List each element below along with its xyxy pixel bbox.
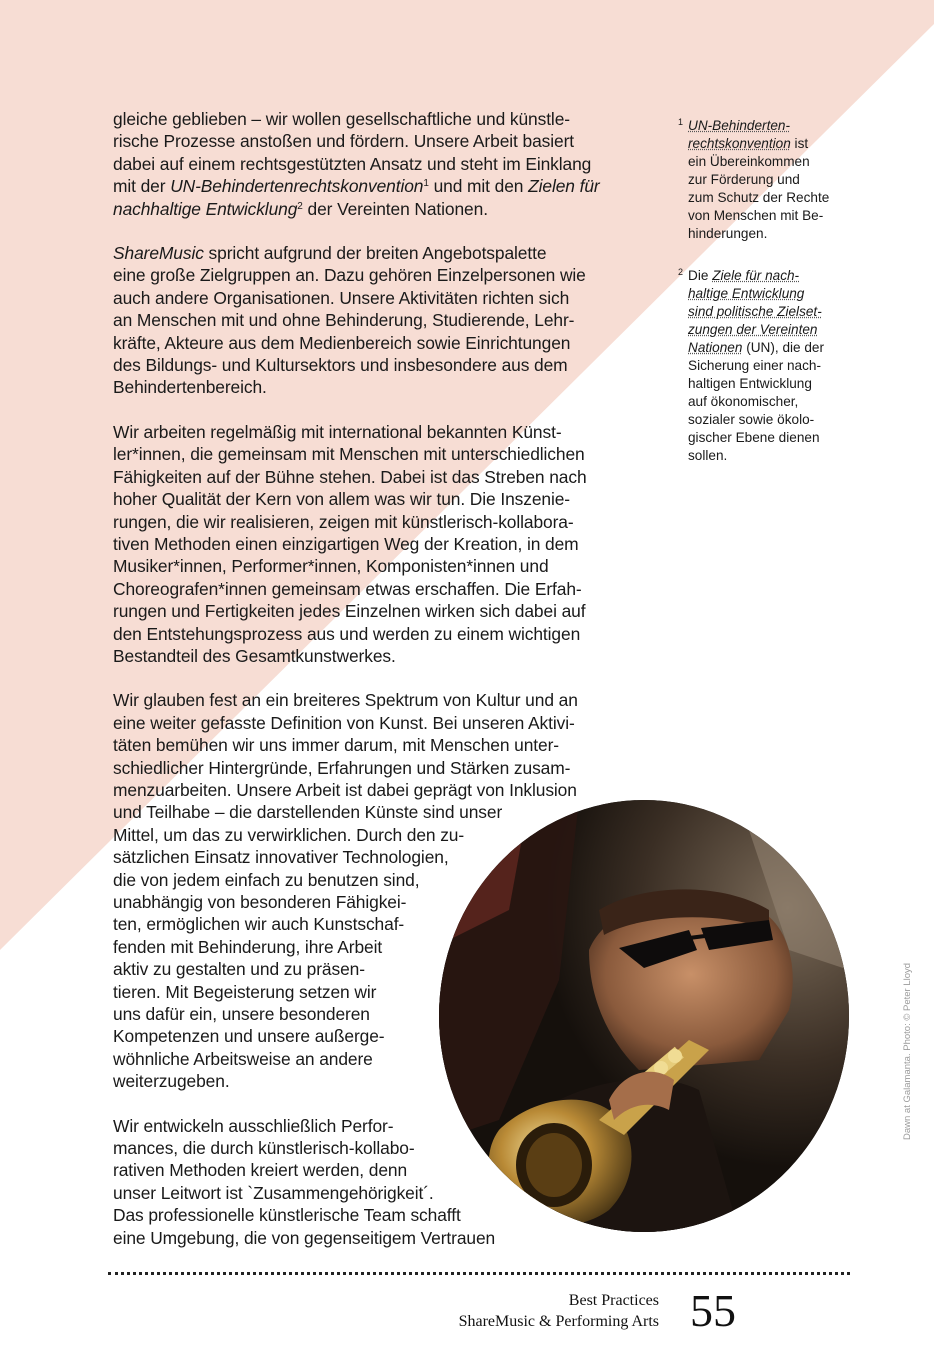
text-line: hoher Qualität der Kern von allem was wir tun. Die Inszenie- xyxy=(113,489,571,510)
text-line: menzuarbeiten. Unsere Arbeit ist dabei geprägt von Inklusion xyxy=(113,779,577,800)
un-convention-term: UN-Behindertenrechtskonvention xyxy=(170,176,424,197)
footer-publication-title: ShareMusic & Performing Arts xyxy=(458,1313,659,1330)
footer-dotted-rule xyxy=(108,1272,850,1275)
footnote-line xyxy=(678,303,858,321)
text-line: Wir entwickeln ausschließlich Perfor- xyxy=(113,1115,394,1136)
text-line: tiven Methoden einen einzigartigen Weg der Kreation, in dem xyxy=(113,533,579,554)
text-line: Musiker*innen, Performer*innen, Komponisten*innen und xyxy=(113,556,549,577)
sharemusic-term: ShareMusic xyxy=(113,243,204,264)
footnote-link-term[interactable]: Ziele für nach- xyxy=(712,268,800,283)
footnote-ref-2: 2 xyxy=(297,200,303,212)
paragraph-1 xyxy=(113,108,658,220)
footnotes-sidebar xyxy=(678,113,858,485)
text-line: sätzlichen Einsatz innovativer Technologien, xyxy=(113,847,449,868)
text-line: tieren. Mit Begeisterung setzen wir xyxy=(113,981,377,1002)
photo-credit xyxy=(902,940,916,1140)
footnote-link-term[interactable]: UN-Behinderten- xyxy=(688,118,790,133)
text-line: die von jedem einfach zu benutzen sind, xyxy=(113,869,420,890)
footnote-1 xyxy=(678,113,858,243)
footnote-link-term[interactable]: sind politische Zielset- xyxy=(688,304,822,319)
text-line: kräfte, Akteure aus dem Medienbereich sowie Einrichtungen xyxy=(113,332,571,353)
text-line: aktiv zu gestalten und zu präsen- xyxy=(113,959,365,980)
footnote-line xyxy=(678,135,858,153)
sdg-term: Zielen für xyxy=(528,176,600,197)
text-line: Wir glauben fest an ein breiteres Spektrum von Kultur und an xyxy=(113,690,578,711)
text-line xyxy=(113,198,658,220)
footnote-number: 1 xyxy=(678,117,684,127)
text-line: eine Umgebung, die von gegenseitigem Vertrauen xyxy=(113,1227,496,1248)
text-line: gleiche geblieben – wir wollen gesellschaftliche und künstle- xyxy=(113,109,570,129)
paragraph-2 xyxy=(113,242,658,399)
footnote-ref-1: 1 xyxy=(423,178,429,190)
footnote-line xyxy=(678,285,858,303)
text-line: rungen, die wir realisieren, zeigen mit künstlerisch-kollabora- xyxy=(113,511,574,532)
footnote-link-term[interactable]: Nationen xyxy=(688,340,743,355)
text-line: Wir arbeiten regelmäßig mit international bekannten Künst- xyxy=(113,421,562,442)
text-line: wöhnliche Arbeitsweise an andere xyxy=(113,1048,373,1069)
footnote-link-term[interactable]: zungen der Vereinten xyxy=(688,322,818,337)
page-number: 55 xyxy=(690,1285,736,1336)
text-line: Mittel, um das zu verwirklichen. Durch den zu- xyxy=(113,824,465,845)
text-line: und Teilhabe – die darstellenden Künste sind unser xyxy=(113,802,503,823)
sdg-term: nachhaltige Entwicklung xyxy=(113,198,298,219)
footnote-line: sozialer sowie ökolo- xyxy=(688,412,815,427)
text-line: mances, die durch künstlerisch-kollabo- xyxy=(113,1138,415,1159)
text-line: Behindertenbereich. xyxy=(113,377,267,398)
paragraph-4 xyxy=(113,689,658,1092)
text-run: (UN), die der xyxy=(742,340,825,355)
text-line: auch andere Organisationen. Unsere Aktivitäten richten sich xyxy=(113,287,570,308)
footnote-line xyxy=(678,321,858,339)
text-line: Das professionelle künstlerische Team schafft xyxy=(113,1205,461,1226)
text-line: ler*innen, die gemeinsam mit Menschen mit unterschiedlichen xyxy=(113,444,585,465)
text-line: eine große Zielgruppen an. Dazu gehören Einzelpersonen wie xyxy=(113,265,586,286)
text-line: des Bildungs- und Kultursektors und insbesondere aus dem xyxy=(113,355,568,376)
text-line: den Entstehungsprozess aus und werden zu einem wichtigen xyxy=(113,623,581,644)
footnote-line: zum Schutz der Rechte xyxy=(688,190,830,205)
footnote-line xyxy=(678,113,858,135)
footnote-line: hinderungen. xyxy=(688,226,768,241)
text-line: dabei auf einem rechtsgestützten Ansatz und steht im Einklang xyxy=(113,153,592,174)
text-line: ten, ermöglichen wir auch Kunstschaf- xyxy=(113,914,405,935)
text-run: mit der xyxy=(113,176,171,197)
text-line: an Menschen mit und ohne Behinderung, Studierende, Lehr- xyxy=(113,310,575,331)
footnote-line: auf ökonomischer, xyxy=(688,394,799,409)
main-text-column xyxy=(113,108,658,1271)
text-run: spricht aufgrund der breiten Angebotspalette xyxy=(203,243,547,264)
text-line: Choreografen*innen gemeinsam etwas erschaffen. Die Erfah- xyxy=(113,578,582,599)
text-line: rische Prozesse anstoßen und fördern. Unsere Arbeit basiert xyxy=(113,131,574,152)
text-line: unser Leitwort ist `Zusammengehörigkeit´. xyxy=(113,1182,434,1203)
footer-running-title xyxy=(459,1290,659,1332)
footnote-line: gischer Ebene dienen xyxy=(688,430,820,445)
footnote-line: haltigen Entwicklung xyxy=(688,376,812,391)
text-line: rativen Methoden kreiert werden, denn xyxy=(113,1160,408,1181)
text-run: ist xyxy=(790,136,809,151)
footnote-line: Sicherung einer nach- xyxy=(688,358,821,373)
text-line: Kompetenzen und unsere außerge- xyxy=(113,1026,385,1047)
text-line: schiedlicher Hintergründe, Erfahrungen und Stärken zusam- xyxy=(113,757,571,778)
footnote-number: 2 xyxy=(678,267,684,277)
paragraph-5 xyxy=(113,1115,658,1249)
footnote-link-term[interactable]: rechtskonvention xyxy=(688,136,791,151)
text-line: eine weiter gefasste Definition von Kunst. Bei unseren Aktivi- xyxy=(113,712,575,733)
text-line: weiterzugeben. xyxy=(113,1071,230,1092)
text-line: Bestandteil des Gesamtkunstwerkes. xyxy=(113,645,396,666)
footnote-line xyxy=(678,339,858,357)
text-run: der Vereinten Nationen. xyxy=(302,198,488,219)
footnote-link-term[interactable]: haltige Entwicklung xyxy=(688,286,805,301)
footnote-line: zur Förderung und xyxy=(688,172,800,187)
text-line: rungen und Fertigkeiten jedes Einzelnen wirken sich dabei auf xyxy=(113,601,586,622)
photo-credit-text: Dawn at Galamanta. Photo: © Peter Lloyd xyxy=(902,962,913,1140)
footnote-line xyxy=(678,263,858,285)
text-line xyxy=(113,242,658,264)
footer-section-title: Best Practices xyxy=(568,1292,659,1309)
paragraph-3 xyxy=(113,421,658,667)
text-line: uns dafür ein, unsere besonderen xyxy=(113,1004,370,1025)
text-line: täten bemühen wir uns immer darum, mit Menschen unter- xyxy=(113,735,559,756)
footnote-line: ein Übereinkommen xyxy=(688,154,810,169)
footnote-line: sollen. xyxy=(688,448,728,463)
text-line: Fähigkeiten auf der Bühne stehen. Dabei ist das Streben nach xyxy=(113,466,587,487)
text-line: unabhängig von besonderen Fähigkei- xyxy=(113,892,407,912)
text-run: und mit den xyxy=(428,176,529,197)
text-line xyxy=(113,175,658,197)
text-line: fenden mit Behinderung, ihre Arbeit xyxy=(113,936,383,957)
footnote-line: von Menschen mit Be- xyxy=(688,208,824,223)
footnote-2 xyxy=(678,263,858,465)
text-run: Die xyxy=(688,268,713,283)
